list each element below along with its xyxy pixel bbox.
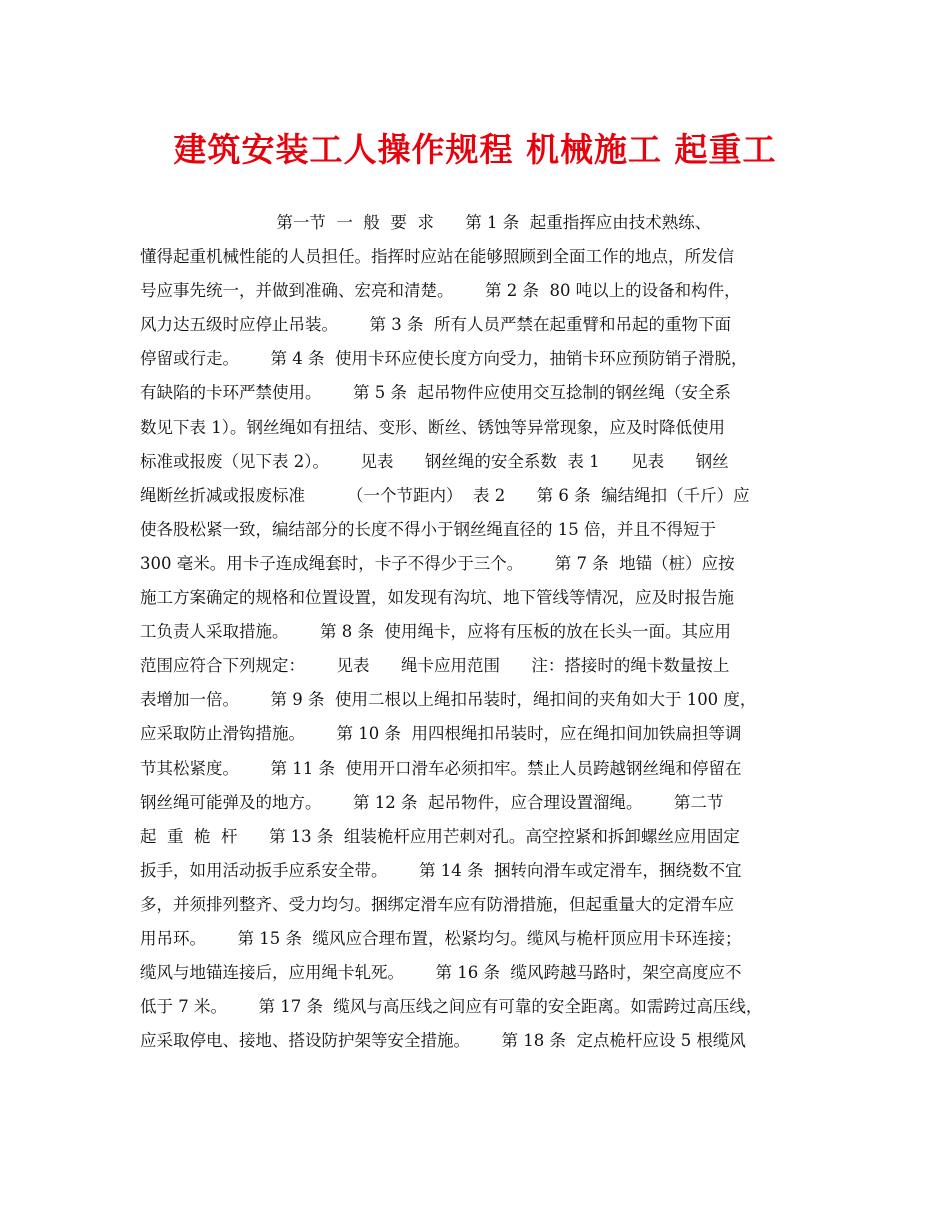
body-line: 多，并须排列整齐、受力均匀。捆绑定滑车应有防滑措施，但起重量大的定滑车应 bbox=[140, 894, 734, 914]
body-line: 扳手，如用活动扳手应系安全带。 第 14 条 捆转向滑车或定滑车，捆绕数不宜 bbox=[140, 860, 742, 880]
body-line: 有缺陷的卡环严禁使用。 第 5 条 起吊物件应使用交互捻制的钢丝绳（安全系 bbox=[140, 383, 731, 403]
body-line: 风力达五级时应停止吊装。 第 3 条 所有人员严禁在起重臂和吊起的重物下面 bbox=[140, 315, 731, 335]
body-line: 节其松紧度。 第 11 条 使用开口滑车必须扣牢。禁止人员跨越钢丝绳和停留在 bbox=[140, 758, 742, 778]
body-line: 表增加一倍。 第 9 条 使用二根以上绳扣吊装时，绳扣间的夹角如大于 100 度， bbox=[140, 690, 757, 710]
body-line: 用吊环。 第 15 条 缆风应合理布置，松紧均匀。缆风与桅杆顶应用卡环连接； bbox=[140, 928, 742, 948]
body-line: 应采取防止滑钩措施。 第 10 条 用四根绳扣吊装时，应在绳扣间加铁扁担等调 bbox=[140, 724, 742, 744]
body-line: 绳断丝折减或报废标准 （一个节距内） 表 2 第 6 条 编结绳扣（千斤）应 bbox=[140, 485, 750, 505]
body-line: 懂得起重机械性能的人员担任。指挥时应站在能够照顾到全面工作的地点，所发信 bbox=[140, 247, 734, 267]
body-line: 施工方案确定的规格和位置设置，如发现有沟坑、地下管线等情况，应及时报告施 bbox=[140, 588, 734, 608]
body-line: 工负责人采取措施。 第 8 条 使用绳卡，应将有压板的放在长头一面。其应用 bbox=[140, 622, 731, 642]
document-body bbox=[140, 206, 820, 1058]
body-line: 标准或报废（见下表 2）。 见表 钢丝绳的安全系数 表 1 见表 钢丝 bbox=[140, 451, 729, 471]
body-line: 数见下表 1）。钢丝绳如有扭结、变形、断丝、锈蚀等异常现象，应及时降低使用 bbox=[140, 417, 725, 437]
body-line: 应采取停电、接地、搭设防护架等安全措施。 第 18 条 定点桅杆应设 5 根缆风 bbox=[140, 1031, 746, 1051]
body-line: 停留或行走。 第 4 条 使用卡环应使长度方向受力，抽销卡环应预防销子滑脱， bbox=[140, 349, 748, 369]
body-line: 使各股松紧一致，编结部分的长度不得小于钢丝绳直径的 15 倍，并且不得短于 bbox=[140, 519, 716, 539]
document-title: 建筑安装工人操作规程 机械施工 起重工 bbox=[173, 130, 777, 169]
body-line: 钢丝绳可能弹及的地方。 第 12 条 起吊物件，应合理设置溜绳。 第二节 bbox=[140, 792, 724, 812]
body-line: 300 毫米。用卡子连成绳套时，卡子不得少于三个。 第 7 条 地锚（桩）应按 bbox=[140, 553, 735, 573]
body-line: 范围应符合下列规定： 见表 绳卡应用范围 注：搭接时的绳卡数量按上 bbox=[140, 656, 730, 676]
body-line: 缆风与地锚连接后，应用绳卡轧死。 第 16 条 缆风跨越马路时，架空高度应不 bbox=[140, 963, 742, 983]
body-line: 第一节 一 般 要 求 第 1 条 起重指挥应由技术熟练、 bbox=[140, 213, 712, 232]
body-line: 起 重 桅 杆 第 13 条 组装桅杆应用芒刺对孔。高空控紧和拆卸螺丝应用固定 bbox=[140, 826, 740, 846]
body-line: 号应事先统一，并做到准确、宏亮和清楚。 第 2 条 80 吨以上的设备和构件， bbox=[140, 281, 741, 301]
body-line: 低于 7 米。 第 17 条 缆风与高压线之间应有可靠的安全距离。如需跨过高压线， bbox=[140, 997, 763, 1017]
